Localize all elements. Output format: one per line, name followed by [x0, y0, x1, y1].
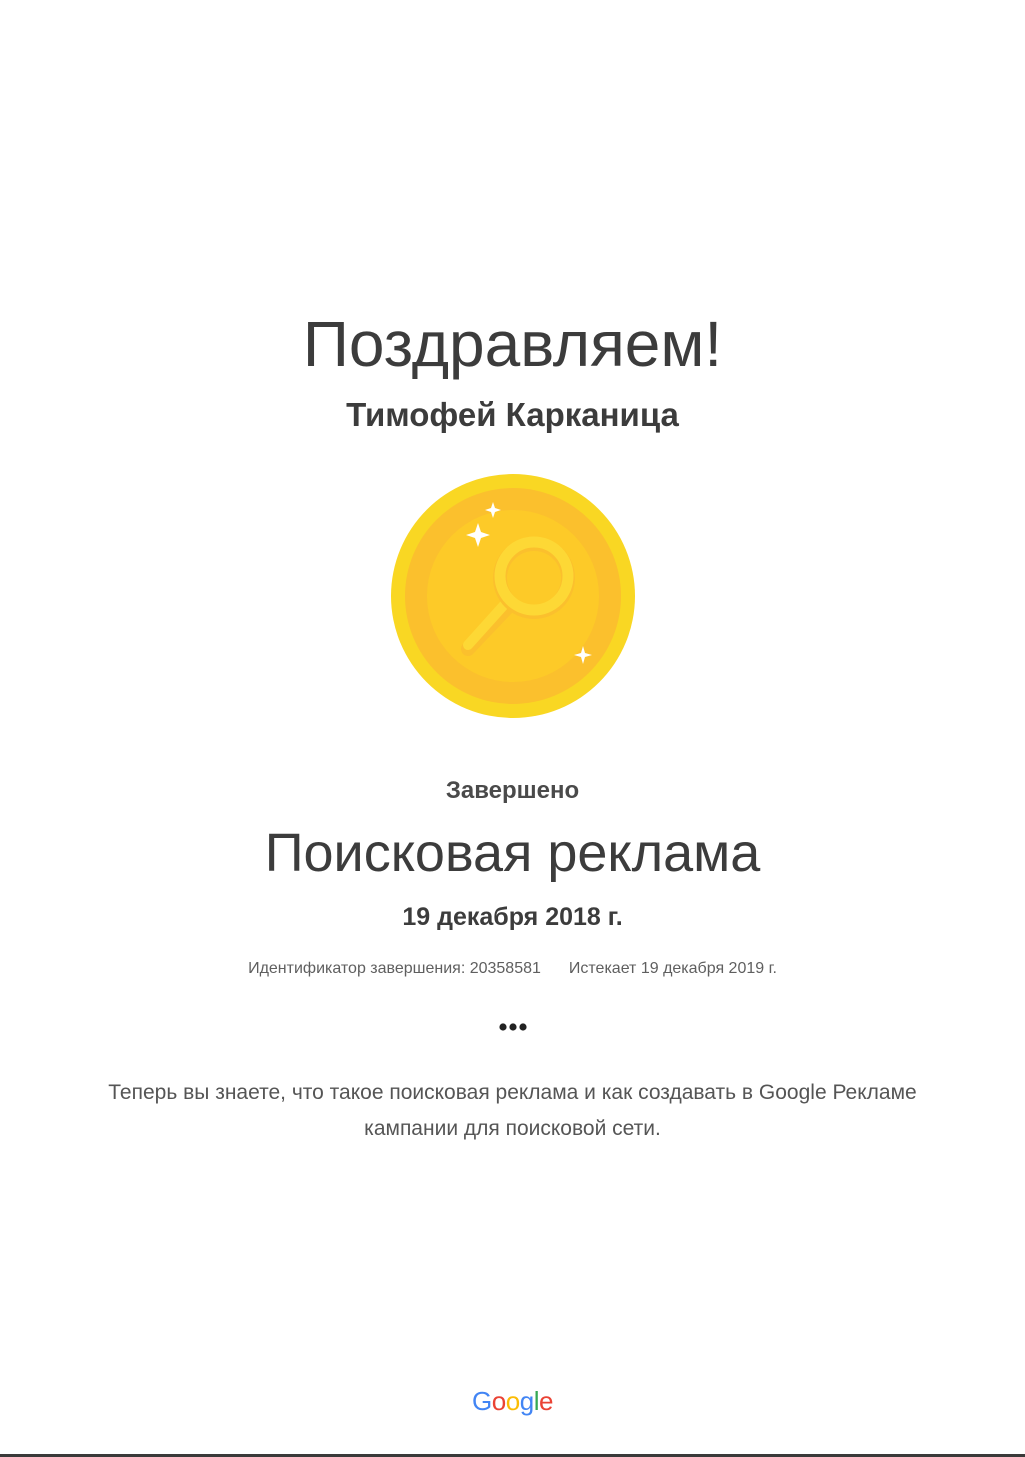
- completion-date: 19 декабря 2018 г.: [402, 903, 623, 931]
- recipient-name: Тимофей Карканица: [346, 396, 679, 433]
- logo-letter: g: [519, 1386, 534, 1416]
- logo-letter: l: [533, 1386, 539, 1416]
- logo-letter: o: [505, 1386, 520, 1416]
- description-line: Теперь вы знаете, что такое поисковая реклама и как создавать в Google Рекламе: [108, 1081, 917, 1104]
- course-description: [0, 1075, 1025, 1147]
- expiry-date: Истекает 19 декабря 2019 г.: [568, 960, 777, 977]
- logo-letter: G: [472, 1386, 492, 1416]
- description-line: кампании для поисковой сети.: [364, 1117, 661, 1140]
- search-badge-icon: [390, 473, 636, 719]
- dots-divider-icon: [497, 1022, 529, 1032]
- logo-letter: o: [491, 1386, 506, 1416]
- congratulations-headline: Поздравляем!: [302, 308, 723, 380]
- completion-id: Идентификатор завершения: 20358581: [248, 960, 541, 977]
- completed-label: Завершено: [445, 777, 580, 804]
- course-title: Поисковая реклама: [264, 823, 761, 883]
- google-logo: [0, 1385, 1025, 1417]
- certificate-meta: [0, 958, 1025, 980]
- logo-letter: e: [538, 1386, 553, 1416]
